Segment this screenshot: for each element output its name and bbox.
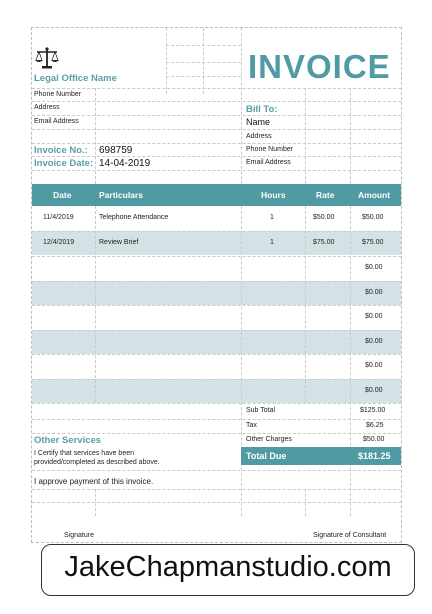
grid-line bbox=[32, 156, 401, 157]
grid-line bbox=[32, 330, 401, 331]
grid-line bbox=[166, 62, 241, 63]
row-amount: $0.00 bbox=[365, 362, 383, 369]
row-amount: $0.00 bbox=[365, 313, 383, 320]
bill-to-label: Bill To: bbox=[246, 104, 278, 115]
consultant-signature-label: Signature of Consultant bbox=[313, 532, 387, 539]
row-band bbox=[32, 379, 401, 403]
subtotal-value: $125.00 bbox=[360, 407, 386, 414]
invoice-no-value: 698759 bbox=[99, 145, 133, 156]
office-name: Legal Office Name bbox=[34, 73, 117, 84]
grid-line bbox=[32, 433, 401, 434]
row-rate: $75.00 bbox=[313, 239, 335, 246]
row-date: 12/4/2019 bbox=[43, 239, 75, 246]
grid-line bbox=[32, 88, 401, 89]
row-particulars: Telephone Attendance bbox=[99, 214, 169, 221]
row-band bbox=[32, 330, 401, 354]
header-date: Date bbox=[53, 190, 72, 200]
table-header bbox=[32, 184, 401, 206]
certify-line-1: I Certify that services have been bbox=[34, 450, 134, 457]
row-hours: 1 bbox=[270, 214, 274, 221]
watermark-text: JakeChapmanstudio.com bbox=[64, 551, 392, 583]
scales-of-justice-icon bbox=[34, 46, 60, 70]
watermark-banner bbox=[41, 544, 415, 596]
invoice-title: INVOICE bbox=[248, 48, 391, 85]
grid-line bbox=[32, 354, 401, 355]
row-amount: $0.00 bbox=[365, 338, 383, 345]
row-band bbox=[32, 231, 401, 255]
grid-line bbox=[166, 28, 167, 94]
total-due-value: $181.25 bbox=[358, 451, 391, 461]
approve-text: I approve payment of this invoice. bbox=[34, 477, 154, 486]
row-hours: 1 bbox=[270, 239, 274, 246]
grid-line bbox=[32, 143, 401, 144]
grid-line bbox=[32, 170, 401, 171]
row-amount: $50.00 bbox=[362, 214, 384, 221]
signature-label: Signature bbox=[64, 532, 94, 539]
invoice-date-value: 14-04-2019 bbox=[99, 158, 151, 169]
grid-line bbox=[32, 101, 401, 102]
row-particulars: Review Brief bbox=[99, 239, 139, 246]
grid-line bbox=[32, 403, 401, 404]
grid-line bbox=[166, 76, 241, 77]
header-amount: Amount bbox=[358, 190, 391, 200]
other-charges-label: Other Charges bbox=[246, 436, 292, 443]
row-amount: $0.00 bbox=[365, 387, 383, 394]
grid-line bbox=[32, 502, 401, 503]
grid-line bbox=[241, 28, 242, 184]
grid-line bbox=[32, 470, 401, 471]
header-rate: Rate bbox=[316, 190, 335, 200]
bill-phone-label: Phone Number bbox=[246, 146, 294, 153]
certify-line-2: provided/completed as described above. bbox=[34, 459, 160, 466]
grid-line bbox=[32, 129, 401, 130]
grid-line bbox=[32, 256, 401, 257]
grid-line bbox=[32, 489, 401, 490]
invoice-no-label: Invoice No.: bbox=[34, 145, 88, 156]
other-charges-value: $50.00 bbox=[363, 436, 385, 443]
grid-line bbox=[32, 419, 401, 420]
grid-line bbox=[32, 305, 401, 306]
bill-name-label: Name bbox=[246, 117, 271, 127]
row-amount: $0.00 bbox=[365, 289, 383, 296]
grid-line bbox=[166, 45, 241, 46]
total-due-label: Total Due bbox=[246, 451, 287, 461]
address-label: Address bbox=[34, 104, 60, 111]
grid-line bbox=[203, 28, 204, 94]
row-rate: $50.00 bbox=[313, 214, 335, 221]
invoice-date-label: Invoice Date: bbox=[34, 158, 94, 169]
tax-value: $6.25 bbox=[366, 422, 384, 429]
total-due-bar bbox=[241, 447, 401, 465]
grid-line bbox=[32, 379, 401, 380]
grid-line bbox=[95, 489, 96, 516]
grid-line bbox=[32, 281, 401, 282]
email-label: Email Address bbox=[34, 118, 79, 125]
bill-email-label: Email Address bbox=[246, 159, 291, 166]
phone-label: Phone Number bbox=[34, 91, 82, 98]
header-particulars: Particulars bbox=[99, 190, 143, 200]
header-hours: Hours bbox=[261, 190, 286, 200]
row-date: 11/4/2019 bbox=[43, 214, 74, 221]
tax-label: Tax bbox=[246, 422, 257, 429]
row-band bbox=[32, 281, 401, 305]
grid-line bbox=[32, 231, 401, 232]
bill-address-label: Address bbox=[246, 133, 272, 140]
subtotal-label: Sub Total bbox=[246, 407, 276, 414]
row-amount: $0.00 bbox=[365, 264, 383, 271]
row-amount: $75.00 bbox=[362, 239, 384, 246]
other-services-label: Other Services bbox=[34, 435, 102, 446]
grid-line bbox=[305, 489, 306, 516]
grid-line bbox=[32, 115, 401, 116]
